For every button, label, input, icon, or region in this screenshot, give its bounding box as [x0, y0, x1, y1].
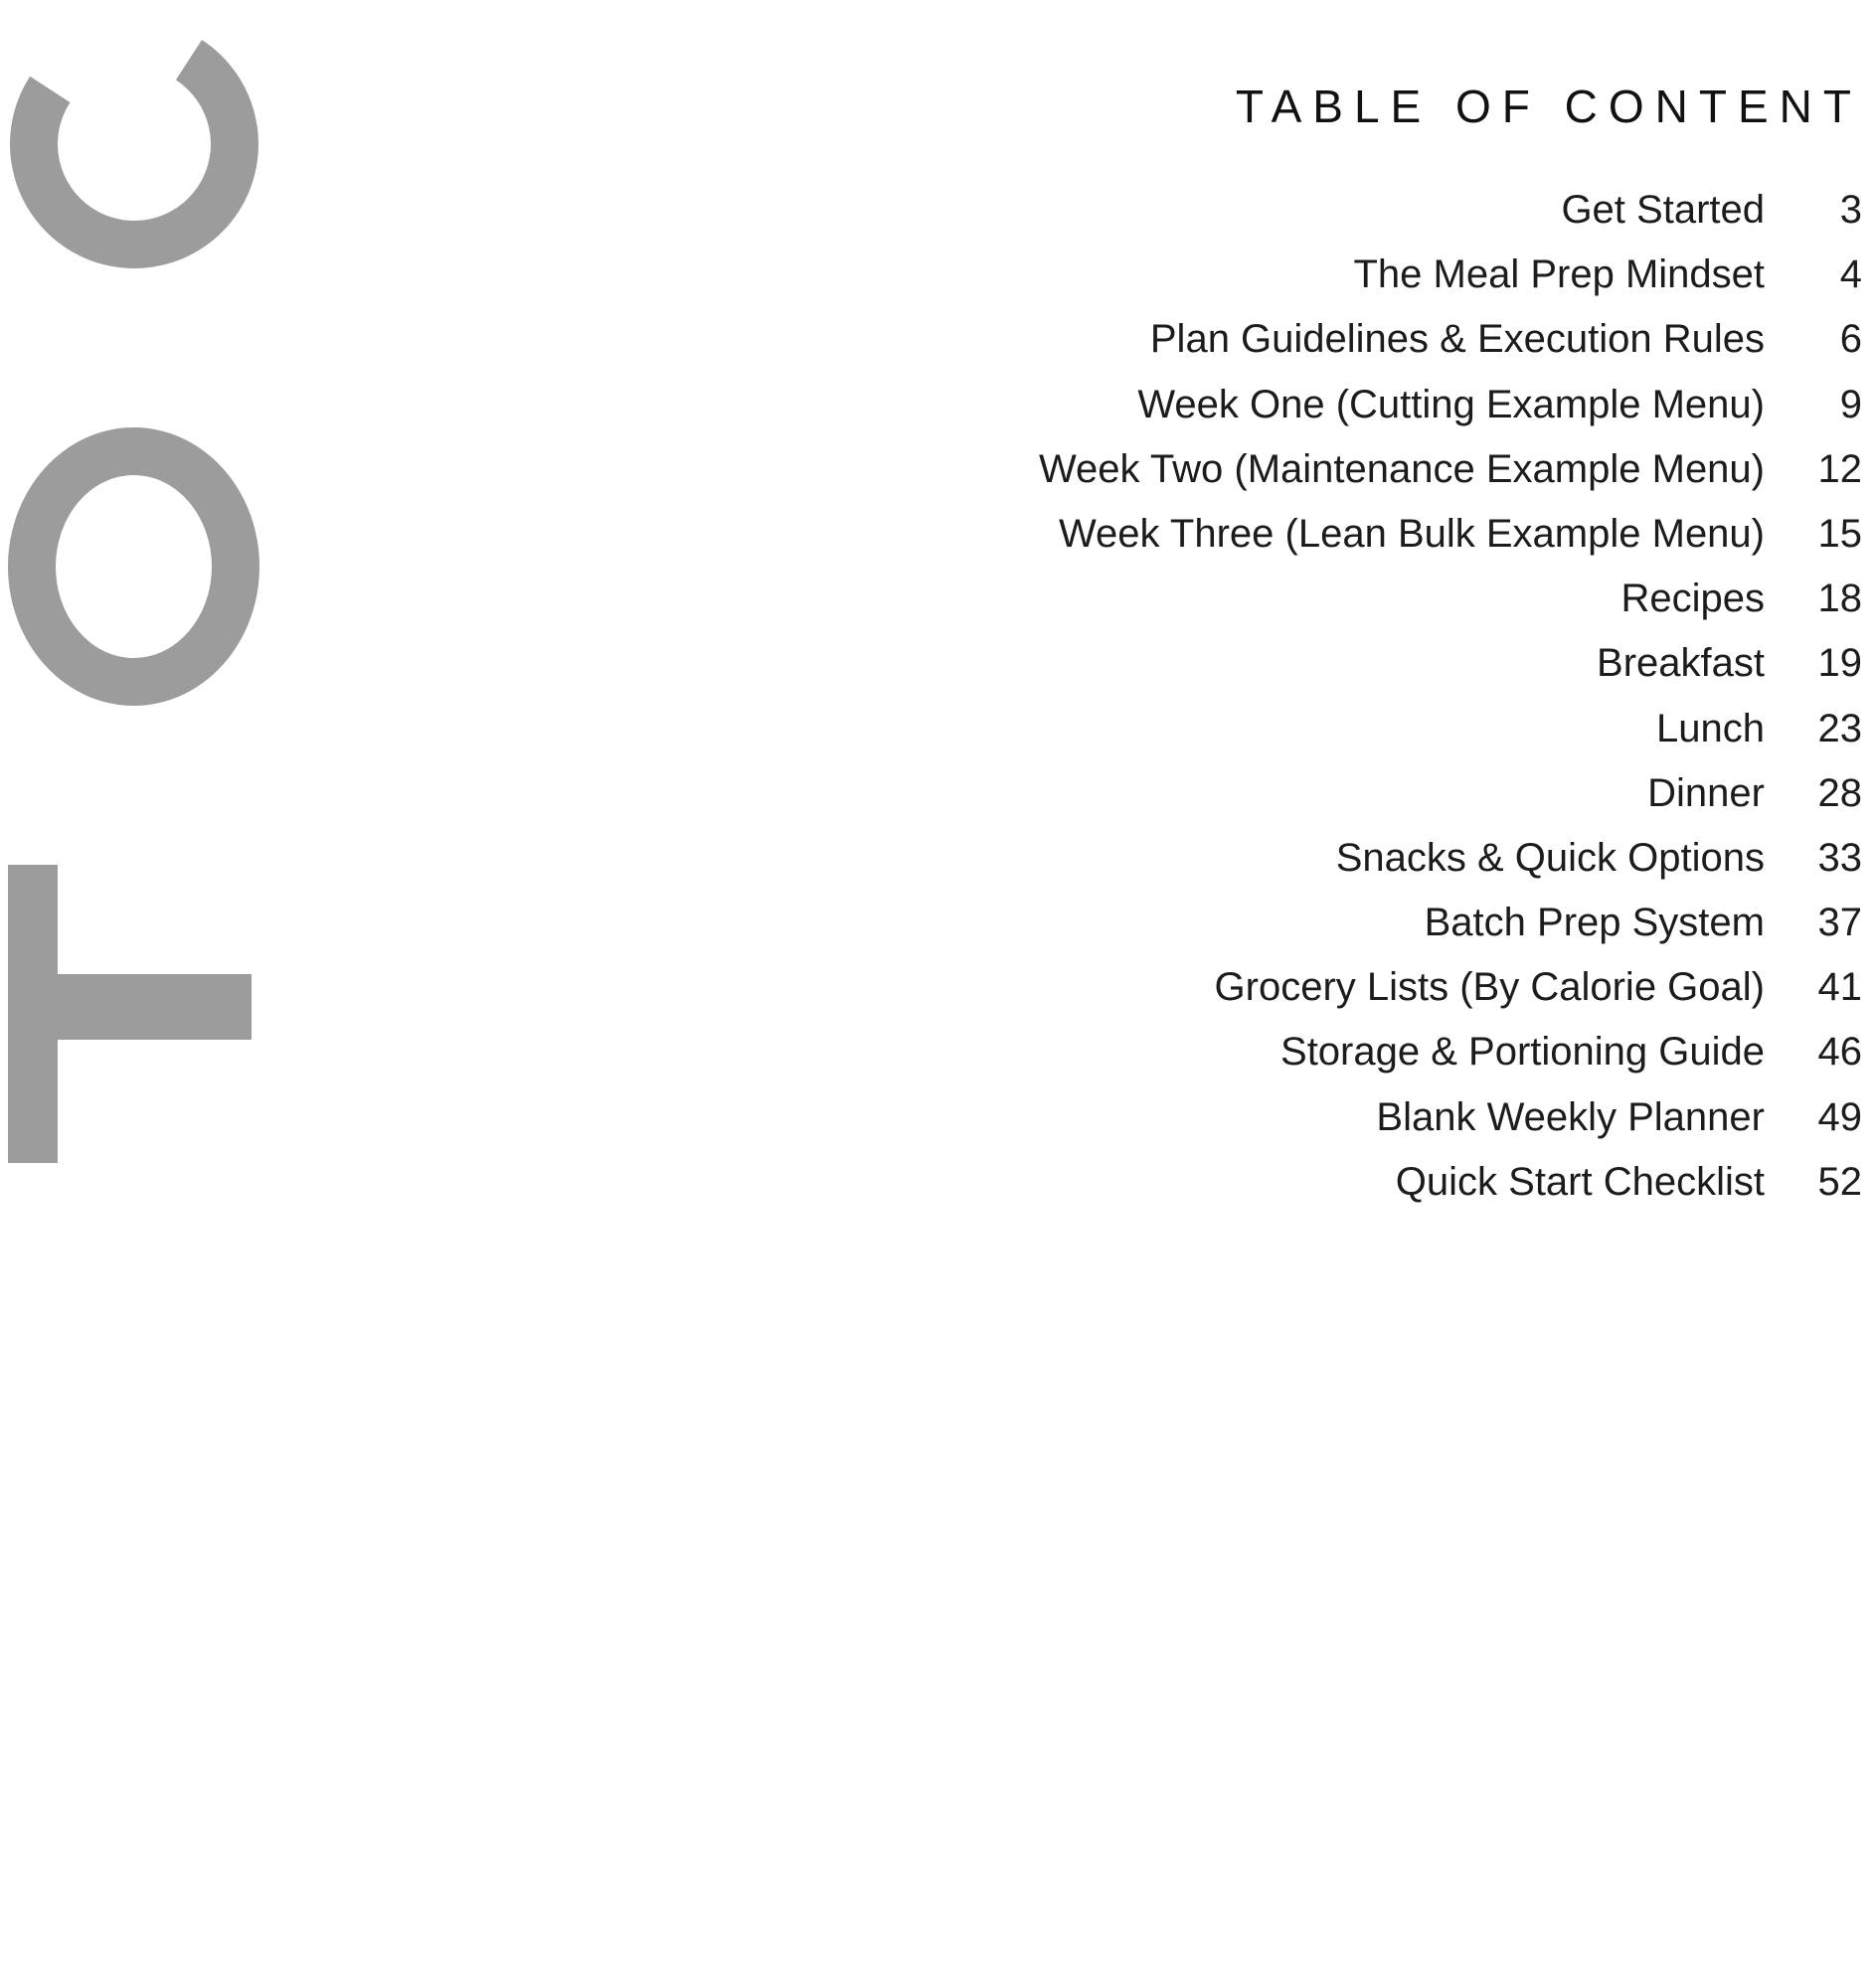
toc-entry-label: Recipes: [1620, 577, 1765, 621]
toc-entry-label: Snacks & Quick Options: [1335, 835, 1765, 880]
toc-entry-label: Week One (Cutting Example Menu): [1137, 382, 1765, 426]
letter-o-icon: [8, 427, 306, 716]
toc-entry-label: Dinner: [1647, 770, 1765, 815]
toc-entry-label: Quick Start Checklist: [1395, 1159, 1765, 1204]
toc-entry[interactable]: [656, 446, 1874, 493]
toc-entry[interactable]: [656, 835, 1874, 882]
toc-entry-page: 4: [1839, 252, 1862, 297]
toc-entry-page: 37: [1817, 901, 1862, 945]
toc-entry[interactable]: [656, 964, 1874, 1011]
toc-entry[interactable]: [656, 511, 1874, 558]
toc-entry-page: 19: [1817, 641, 1862, 686]
toc-entry-label: Lunch: [1656, 706, 1765, 750]
toc-entry-page: 52: [1817, 1159, 1862, 1204]
toc-entry[interactable]: [656, 251, 1874, 298]
toc-entry-label: Blank Weekly Planner: [1376, 1094, 1765, 1139]
toc-entry[interactable]: [656, 900, 1874, 946]
toc-entry[interactable]: [656, 1159, 1874, 1206]
letter-t-icon: [0, 865, 318, 1173]
toc-entry[interactable]: [656, 576, 1874, 622]
toc-entry-page: 18: [1817, 577, 1862, 621]
toc-decorative-mark: [0, 0, 328, 1173]
toc-entry-page: 28: [1817, 770, 1862, 815]
toc-entry-page: 9: [1839, 382, 1862, 426]
toc-entry[interactable]: [656, 1029, 1874, 1076]
toc-entry-page: 3: [1839, 188, 1862, 232]
letter-c-icon: [0, 10, 318, 328]
toc-entry[interactable]: [656, 770, 1874, 817]
toc-entry[interactable]: [656, 382, 1874, 428]
toc-entry-page: 46: [1817, 1030, 1862, 1075]
page-title: TABLE OF CONTENT: [1235, 81, 1862, 132]
toc-entry-label: Plan Guidelines & Execution Rules: [1149, 317, 1765, 362]
toc-entry-label: Grocery Lists (By Calorie Goal): [1214, 965, 1765, 1010]
toc-entry[interactable]: [656, 187, 1874, 234]
toc-entry-label: Week Two (Maintenance Example Menu): [1039, 446, 1765, 491]
toc-entry-page: 15: [1817, 511, 1862, 556]
toc-entry-label: Week Three (Lean Bulk Example Menu): [1059, 511, 1765, 556]
toc-entry[interactable]: [656, 316, 1874, 363]
toc-entry[interactable]: [656, 706, 1874, 752]
toc-entry-label: Breakfast: [1597, 641, 1765, 686]
toc-entry-label: Batch Prep System: [1424, 901, 1765, 945]
toc-entry-label: Get Started: [1561, 188, 1765, 232]
toc-entry-page: 49: [1817, 1094, 1862, 1139]
toc-entry[interactable]: [656, 1094, 1874, 1141]
toc-entry-page: 23: [1817, 706, 1862, 750]
toc-entry-page: 6: [1839, 317, 1862, 362]
toc-entry-label: The Meal Prep Mindset: [1353, 252, 1765, 297]
toc-entry-page: 41: [1817, 965, 1862, 1010]
toc-entry-page: 12: [1817, 446, 1862, 491]
toc-entry-list: [656, 187, 1874, 1206]
toc-entry-label: Storage & Portioning Guide: [1280, 1030, 1765, 1075]
toc-entry[interactable]: [656, 640, 1874, 687]
toc-entry-page: 33: [1817, 835, 1862, 880]
toc-content: [656, 0, 1874, 1224]
